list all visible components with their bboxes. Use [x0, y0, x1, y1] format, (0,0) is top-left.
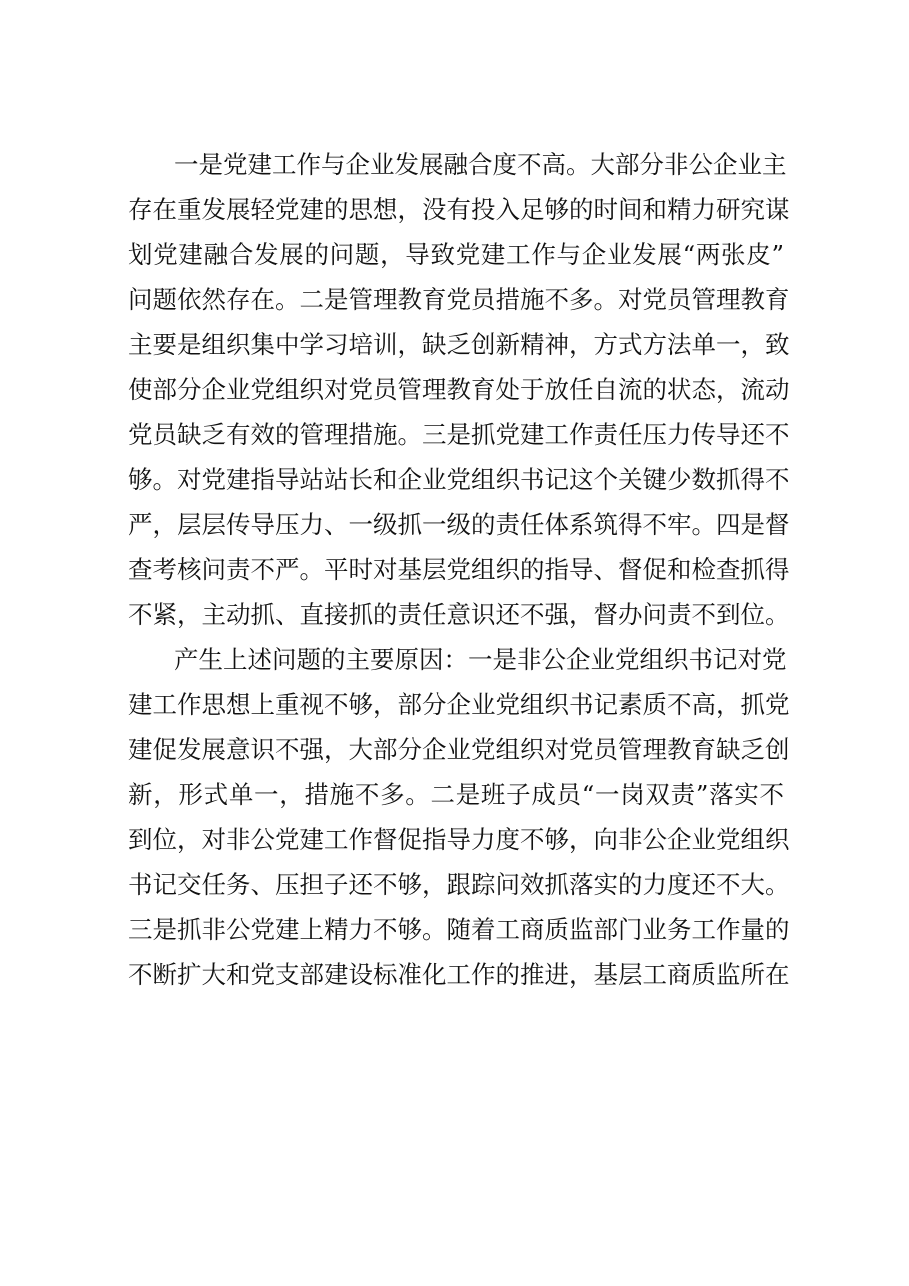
text-line: 到位，对非公党建工作督促指导力度不够，向非公企业党组织 — [128, 825, 790, 854]
paragraph-1 — [128, 142, 790, 637]
text-line: 查考核问责不严。平时对基层党组织的指导、督促和检查抓得 — [128, 555, 790, 584]
body-text — [128, 142, 790, 997]
text-line: 产生上述问题的主要原因：一是非公企业党组织书记对党 — [174, 645, 787, 674]
text-line: 划党建融合发展的问题，导致党建工作与企业发展“两张皮” — [128, 240, 784, 269]
text-line: 够。对党建指导站站长和企业党组织书记这个关键少数抓得不 — [128, 465, 790, 494]
text-line: 建促发展意识不强，大部分企业党组织对党员管理教育缺乏创 — [128, 735, 790, 764]
text-line: 党员缺乏有效的管理措施。三是抓党建工作责任压力传导还不 — [128, 420, 790, 449]
text-line: 主要是组织集中学习培训，缺乏创新精神，方式方法单一，致 — [128, 330, 790, 359]
text-line: 三是抓非公党建上精力不够。随着工商质监部门业务工作量的 — [128, 915, 790, 944]
text-line: 书记交任务、压担子还不够，跟踪问效抓落实的力度还不大。 — [128, 870, 790, 899]
text-line: 问题依然存在。二是管理教育党员措施不多。对党员管理教育 — [128, 285, 790, 314]
paragraph-2 — [128, 637, 790, 997]
text-line: 严，层层传导压力、一级抓一级的责任体系筑得不牢。四是督 — [128, 510, 790, 539]
text-line: 不断扩大和党支部建设标准化工作的推进，基层工商质监所在 — [128, 960, 790, 989]
text-line: 不紧，主动抓、直接抓的责任意识还不强，督办问责不到位。 — [128, 600, 790, 629]
text-line: 一是党建工作与企业发展融合度不高。大部分非公企业主 — [174, 150, 787, 179]
text-line: 存在重发展轻党建的思想，没有投入足够的时间和精力研究谋 — [128, 195, 790, 224]
text-line: 使部分企业党组织对党员管理教育处于放任自流的状态，流动 — [128, 375, 790, 404]
text-line: 新，形式单一，措施不多。二是班子成员“一岗双责”落实不 — [128, 780, 784, 809]
text-line: 建工作思想上重视不够，部分企业党组织书记素质不高，抓党 — [128, 690, 790, 719]
